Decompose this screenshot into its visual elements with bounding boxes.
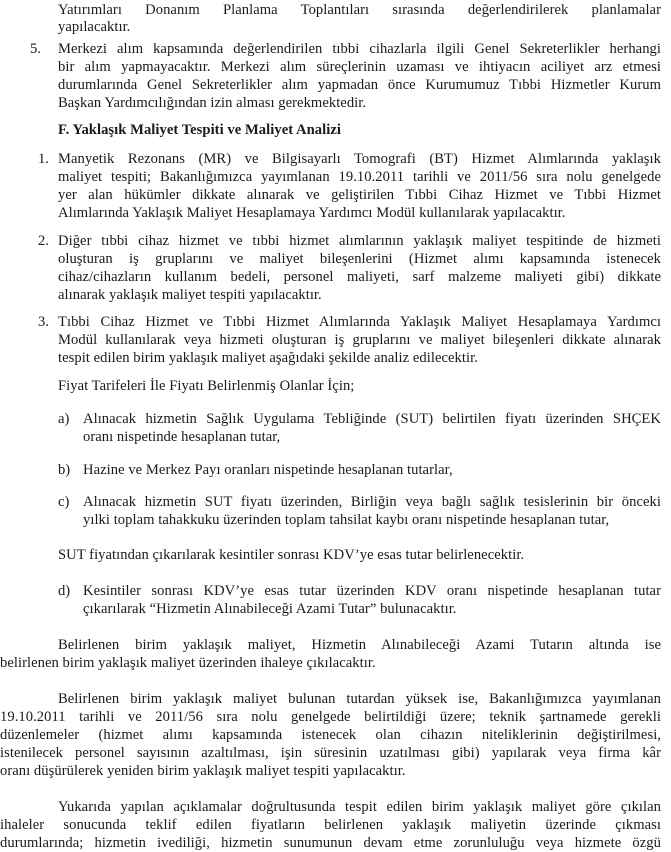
paragraph-3-line-2: ihaleler sonucunda teklif edilen fiyatların belirlenen yaklaşık maliyetin üzerinde çıkması [0, 817, 661, 833]
item5-line-1: Merkezi alım kapsamında değerlendirilen tıbbi cihazlarla ilgili Genel Sekreterlikler herhangi [58, 41, 661, 57]
paragraph-2-line-3: düzenlemeler (hizmet alımı kapsamında istenecek olan cihazın niteliklerinin değiştirilmesi, [0, 727, 661, 743]
paragraph-2-line-4: istenilecek personel sayısının azaltılması, işin süresinin uzatılması gibi) yapılarak veya firma kâr [0, 745, 661, 761]
list-item-3-number: 3. [38, 314, 49, 330]
sub-item-d-line-1: Kesintiler sonrası KDV’ye esas tutar üzerinden KDV oranı nispetinde hesaplanan tutar [83, 583, 661, 599]
sub-item-b-line-1: Hazine ve Merkez Payı oranları nispetinde hesaplanan tutarlar, [83, 462, 453, 478]
list-item-1-line-3: yer alan hükümler dikkate alınarak ve geliştirilen Tıbbi Cihaz Hizmet ve Tıbbi Hizmet [58, 187, 661, 203]
list-item-1-number: 1. [38, 151, 49, 167]
sub-item-c-line-1: Alınacak hizmetin SUT fiyatı üzerinden, Birliğin veya bağlı sağlık tesislerinin bir önceki [83, 494, 661, 510]
list-item-1-line-1: Manyetik Rezonans (MR) ve Bilgisayarlı Tomografi (BT) Hizmet Alımlarında yaklaşık [58, 151, 661, 167]
item5-number: 5. [30, 41, 41, 57]
item5-line-4: Başkan Yardımcılığından izin alması gerekmektedir. [58, 95, 367, 111]
list-item-3-line-3: tespit edilen birim yaklaşık maliyet aşağıdaki şekilde analiz edilecektir. [58, 350, 478, 366]
paragraph-3-line-1: Yukarıda yapılan açıklamalar doğrultusunda tespit edilen birim yaklaşık maliyet göre çıkılan [58, 799, 661, 815]
list-item-2-line-2: oluşturan iş gruplarını ve maliyet bileşenlerini (Hizmet alımı kapsamında istenecek [58, 251, 661, 267]
paragraph-2-line-5: oranı düşürülerek yeniden birim yaklaşık maliyet tespiti yapılacaktır. [0, 763, 406, 779]
sub-item-b-label: b) [58, 462, 71, 478]
sub-item-a-line-2: oranı nispetinde hesaplanan tutar, [83, 429, 281, 445]
list-item-2-line-4: alınarak yaklaşık maliyet tespiti yapılacaktır. [58, 287, 322, 303]
list-item-1-line-2: maliyet tespiti; Bakanlığımızca yayımlanan 19.10.2011 tarihli ve 2011/56 sıra nolu genelgede [58, 169, 661, 185]
sub-item-a-line-1: Alınacak hizmetin Sağlık Uygulama Tebliğinde (SUT) belirtilen fiyatı üzerinden SHÇEK [83, 411, 661, 427]
list-item-2-number: 2. [38, 233, 49, 249]
list-item-2-line-1: Diğer tıbbi cihaz hizmet ve tıbbi hizmet alımlarının yaklaşık maliyet tespitinde de hizmeti [58, 233, 661, 249]
item4-line-2: yapılacaktır. [58, 19, 131, 35]
item5-line-3: durumlarında Genel Sekreterlikler alım yapmadan önce Kurumumuz Tıbbi Hizmetler Kurum [58, 77, 661, 93]
paragraph-1-line-2: belirlenen birim yaklaşık maliyet üzerinden ihaleye çıkılacaktır. [0, 655, 376, 671]
sub-item-c-label: c) [58, 494, 70, 510]
sub-item-a-label: a) [58, 411, 70, 427]
list-item-3-line-1: Tıbbi Cihaz Hizmet ve Tıbbi Hizmet Alımlarında Yaklaşık Maliyet Hesaplamaya Yardımcı [58, 314, 661, 330]
item4-line-1: Yatırımları Donanım Planlama Toplantıları sırasında değerlendirilerek planlamalar [58, 2, 661, 18]
sub-item-d-line-2: çıkarılarak “Hizmetin Alınabileceği Azami Tutar” bulunacaktır. [83, 601, 457, 617]
section-heading: F. Yaklaşık Maliyet Tespiti ve Maliyet Analizi [58, 122, 341, 138]
tariff-intro: Fiyat Tarifeleri İle Fiyatı Belirlenmiş Olanlar İçin; [58, 378, 355, 394]
sub-item-d-label: d) [58, 583, 71, 599]
list-item-2-line-3: cihaz/cihazların kullanım bedeli, personel maliyeti, sarf malzeme maliyeti gibi) dikkate [58, 269, 661, 285]
list-item-1-line-4: Alımlarında Yaklaşık Maliyet Hesaplamaya Yardımcı Modül kullanılarak yapılacaktır. [58, 205, 566, 221]
paragraph-2-line-2: 19.10.2011 tarihli ve 2011/56 sıra nolu genelgede belirtildiği üzere; teknik şartnamede gerekli [0, 709, 661, 725]
list-item-3-line-2: Modül kullanılarak veya hizmeti oluşturan iş gruplarını ve maliyet bileşenleri dikkate alınarak [58, 332, 661, 348]
item5-line-2: bir alım yapmayacaktır. Merkezi alım süreçlerinin uzaması ve ihtiyacın aciliyet arz etmesi [58, 59, 661, 75]
paragraph-1-line-1: Belirlenen birim yaklaşık maliyet, Hizmetin Alınabileceği Azami Tutarın altında ise [58, 637, 661, 653]
paragraph-2-line-1: Belirlenen birim yaklaşık maliyet bulunan tutardan yüksek ise, Bakanlığımızca yayımlanan [58, 691, 661, 707]
sut-note: SUT fiyatından çıkarılarak kesintiler sonrası KDV’ye esas tutar belirlenecektir. [58, 547, 525, 563]
sub-item-c-line-2: yılki toplam tahakkuku üzerinden toplam tahsilat kaybı oranı nispetinde hesaplanan tutar, [83, 512, 610, 528]
paragraph-3-line-3: durumlarında; hizmetin ivediliği, hizmetin sunumunun devam etme zorunluluğu veya hizmete özgü [0, 835, 661, 851]
